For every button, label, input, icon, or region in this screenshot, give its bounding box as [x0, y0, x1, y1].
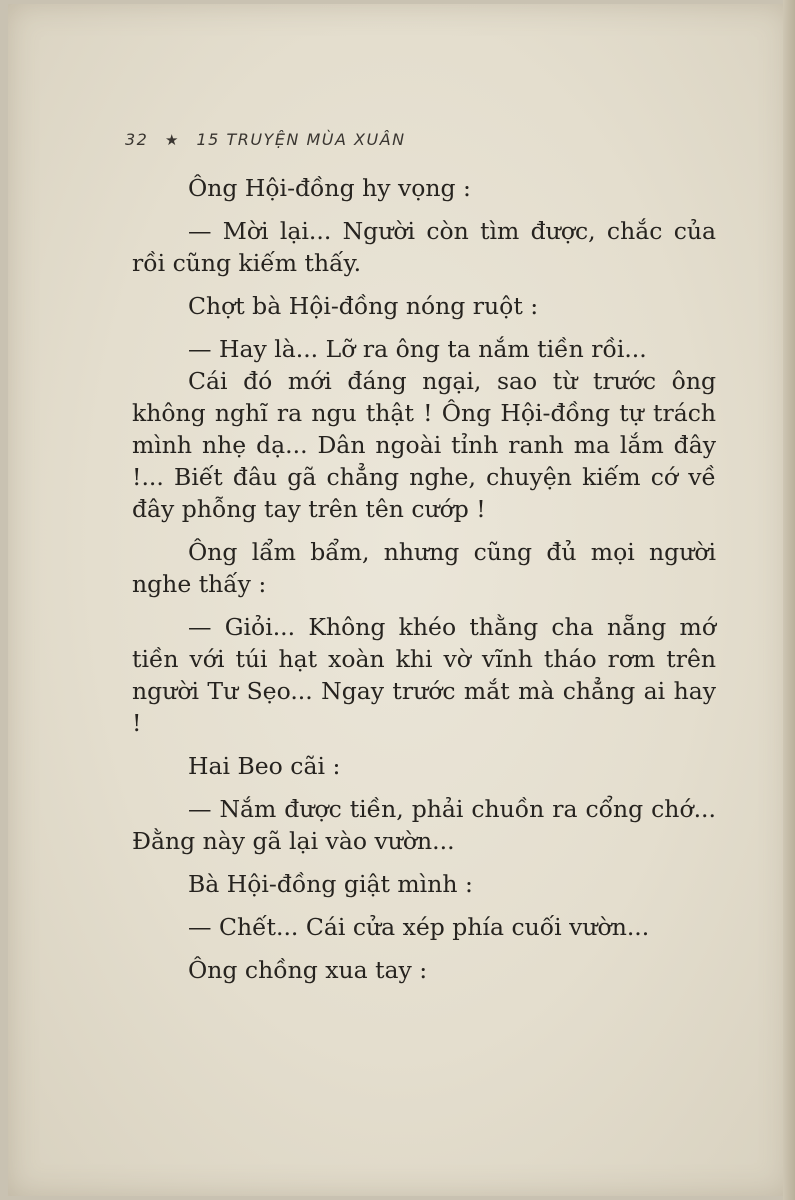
- paragraph: Hai Beo cãi :: [188, 752, 341, 780]
- star-icon: ★: [164, 131, 180, 149]
- paragraph: Cái đó mới đáng ngại, sao từ trước ông không nghĩ ra ngu thật ! Ông Hội-đồng tự trách mình nhẹ dạ... Dân ngoài tỉnh ranh ma lắm đây !... Biết đâu gã chẳng nghe, chuyện kiếm cớ về đây phỗng tay trên tên cướp !: [132, 367, 716, 523]
- paragraph: — Giỏi... Không khéo thằng cha nẵng mớ tiền với túi hạt xoàn khi vờ vĩnh tháo rơm trên người Tư Sẹo... Ngay trước mắt mà chẳng ai hay !: [132, 613, 716, 737]
- book-title: 15 TRUYỆN MÙA XUÂN: [196, 130, 406, 149]
- paragraph: — Hay là... Lỡ ra ông ta nắm tiền rồi...: [188, 335, 647, 363]
- paragraph: Ông chồng xua tay :: [188, 956, 428, 984]
- page-number: 32: [125, 130, 149, 149]
- paragraph: — Nắm được tiền, phải chuồn ra cổng chớ... Đằng này gã lại vào vườn...: [132, 795, 716, 855]
- paragraph: Chợt bà Hội-đồng nóng ruột :: [188, 292, 539, 320]
- paragraph: Bà Hội-đồng giật mình :: [188, 870, 473, 898]
- paragraph: Ông Hội-đồng hy vọng :: [188, 174, 471, 202]
- paragraph: — Mời lại... Người còn tìm được, chắc của rồi cũng kiếm thấy.: [132, 217, 716, 277]
- page-body: [132, 172, 716, 997]
- page-edge: [783, 0, 795, 1200]
- paragraph: Ông lẩm bẩm, nhưng cũng đủ mọi người nghe thấy :: [132, 538, 716, 598]
- running-header: [125, 130, 406, 149]
- book-page: [8, 4, 790, 1196]
- paragraph: — Chết... Cái cửa xép phía cuối vườn...: [188, 913, 650, 941]
